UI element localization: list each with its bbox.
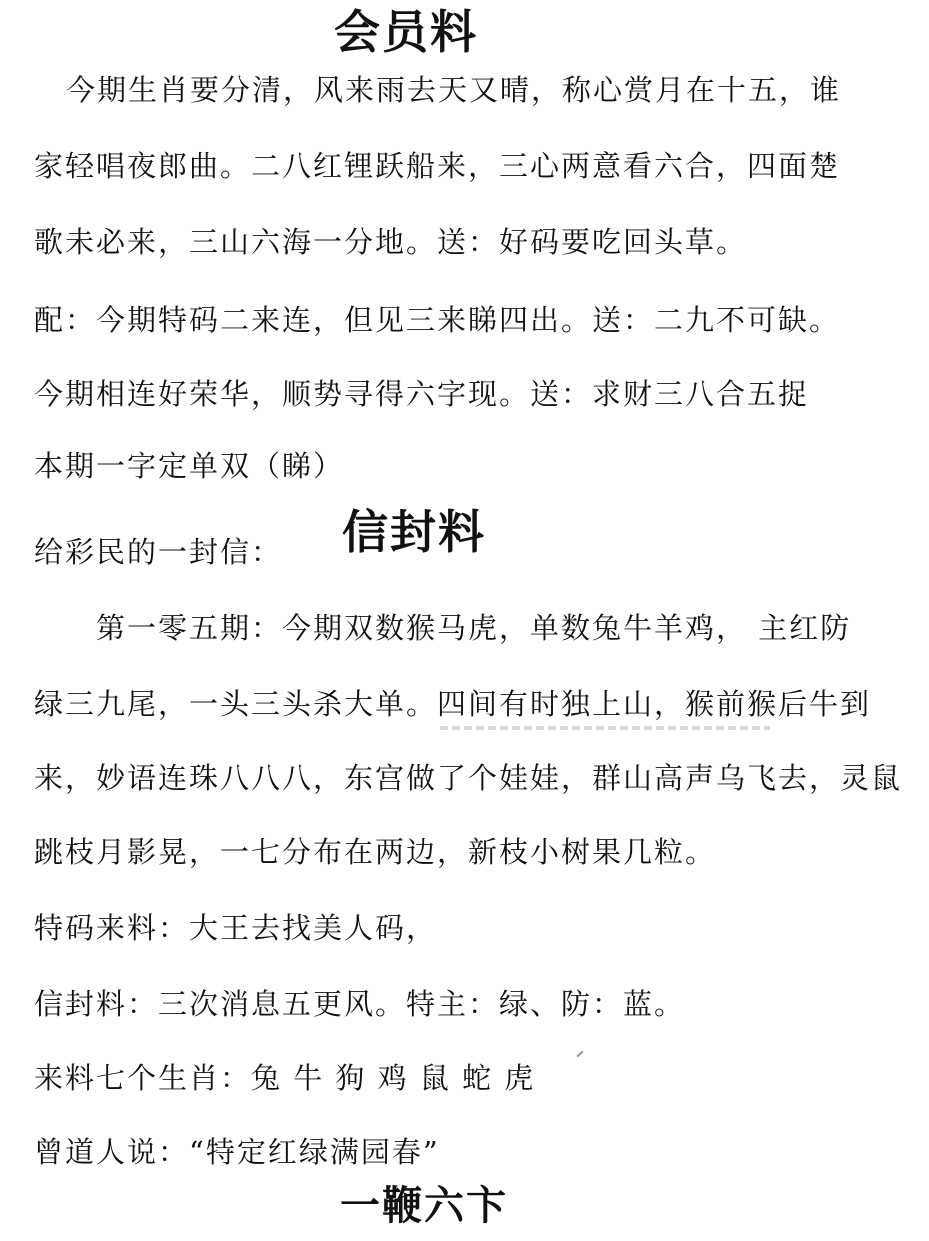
envelope-line-1: 第一零五期：今期双数猴马虎，单数兔牛羊鸡， 主红防	[96, 611, 852, 645]
paragraph-line-2: 家轻唱夜郎曲。二八红锂跃船来，三心两意看六合，四面楚	[34, 149, 841, 183]
quote-line: 曾道人说：“特定红绿满园春”	[34, 1135, 440, 1169]
paragraph-line-5: 今期相连好荣华，顺势寻得六字现。送：求财三八合五捉	[34, 377, 810, 411]
footer-text: 一鞭六卞	[340, 1183, 508, 1229]
paragraph-line-6: 本期一字定单双（睇）	[34, 449, 345, 483]
letter-label: 给彩民的一封信：	[34, 535, 283, 569]
seven-zodiac-line: 来料七个生肖：兔 牛 狗 鸡 鼠 蛇 虎	[34, 1061, 536, 1095]
envelope-line-2: 绿三九尾，一头三头杀大单。四间有时独上山，猴前猴后牛到	[34, 687, 872, 721]
paragraph-line-4: 配：今期特码二来连，但见三来睇四出。送：二九不可缺。	[34, 303, 841, 337]
paragraph-line-3: 歌未必来，三山六海一分地。送：好码要吃回头草。	[34, 225, 748, 259]
main-title: 会员料	[334, 5, 478, 59]
envelope-line-4: 跳枝月影晃，一七分布在两边，新枝小树果几粒。	[34, 835, 717, 869]
envelope-line-3: 来，妙语连珠八八八，东宫做了个娃娃，群山高声乌飞去，灵鼠	[34, 761, 903, 795]
envelope-title: 信封料	[342, 505, 486, 559]
special-code-line: 特码来料：大王去找美人码，	[34, 911, 438, 945]
paragraph-line-1: 今期生肖要分清，风来雨去天又晴，称心赏月在十五，谁	[66, 73, 842, 107]
faint-scan-noise	[440, 726, 770, 730]
stray-mark	[576, 1051, 583, 1058]
envelope-material-line: 信封料：三次消息五更风。特主：绿、防：蓝。	[34, 987, 686, 1021]
